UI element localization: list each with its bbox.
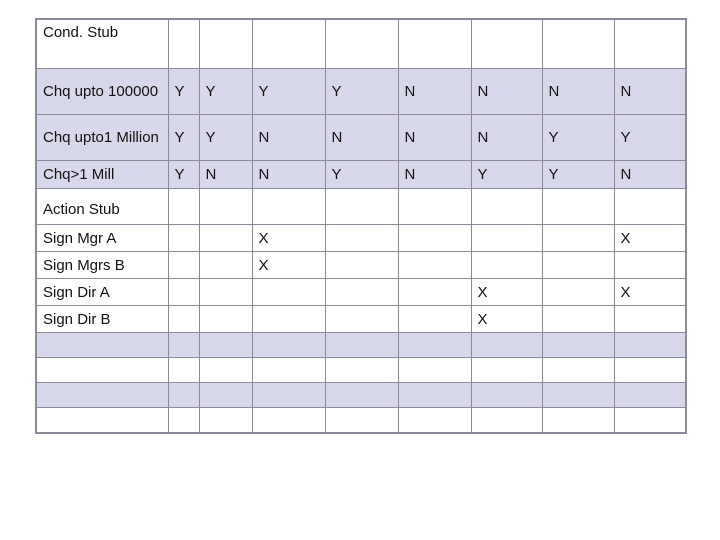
rule-cell: Y [325,161,398,189]
rule-cell [325,358,398,383]
empty-label [36,333,168,358]
rule-cell: Y [199,69,252,115]
rule-cell: N [252,161,325,189]
condition-row [36,161,686,189]
action-label: Sign Dir B [36,306,168,333]
rule-cell [542,252,614,279]
rule-cell [168,306,199,333]
rule-cell [168,225,199,252]
rule-cell [325,383,398,408]
rule-cell [398,189,471,225]
rule-cell [614,358,686,383]
rule-cell [199,279,252,306]
action-label: Sign Dir A [36,279,168,306]
rule-cell [325,333,398,358]
rule-cell [398,279,471,306]
rule-cell [398,333,471,358]
rule-cell [168,408,199,434]
rule-cell [199,189,252,225]
rule-cell [542,408,614,434]
rule-cell [471,383,542,408]
rule-cell: N [471,69,542,115]
rule-cell [168,279,199,306]
rule-cell: N [398,161,471,189]
rule-cell [398,358,471,383]
rule-cell [252,189,325,225]
rule-cell [325,279,398,306]
action-row [36,279,686,306]
condition-label: Chq upto1 Million [36,115,168,161]
action-label: Sign Mgr A [36,225,168,252]
rule-cell [252,19,325,69]
rule-cell: N [614,161,686,189]
rule-cell: X [471,279,542,306]
rule-cell: Y [252,69,325,115]
rule-cell: N [542,69,614,115]
rule-cell [542,358,614,383]
empty-row [36,383,686,408]
rule-cell: Y [542,161,614,189]
action-row [36,225,686,252]
rule-cell [542,189,614,225]
empty-row [36,408,686,434]
rule-cell [199,383,252,408]
rule-cell [471,189,542,225]
rule-cell [252,358,325,383]
rule-cell [398,19,471,69]
rule-cell [614,306,686,333]
rule-cell [252,306,325,333]
rule-cell [471,408,542,434]
rule-cell: N [398,115,471,161]
rule-cell [168,358,199,383]
rule-cell: Y [168,69,199,115]
rule-cell [199,358,252,383]
rule-cell [398,252,471,279]
rule-cell [542,383,614,408]
rule-cell [325,225,398,252]
rule-cell [168,333,199,358]
rule-cell: N [252,115,325,161]
rule-cell [168,19,199,69]
rule-cell [325,19,398,69]
rule-cell: N [199,161,252,189]
rule-cell [252,279,325,306]
rule-cell [471,358,542,383]
rule-cell: Y [325,69,398,115]
rule-cell [471,333,542,358]
empty-row [36,358,686,383]
empty-row [36,333,686,358]
rule-cell [614,383,686,408]
rule-cell: X [471,306,542,333]
rule-cell [471,19,542,69]
decision-table-body [36,19,686,433]
rule-cell [614,189,686,225]
rule-cell: N [614,69,686,115]
rule-cell [398,306,471,333]
rule-cell [199,306,252,333]
rule-cell [325,189,398,225]
rule-cell: Y [168,115,199,161]
rule-cell [471,225,542,252]
rule-cell [542,306,614,333]
rule-cell [325,252,398,279]
action-row [36,306,686,333]
rule-cell [471,252,542,279]
rule-cell [614,333,686,358]
action-label: Sign Mgrs B [36,252,168,279]
rule-cell: Y [614,115,686,161]
rule-cell [542,333,614,358]
condition-label: Chq>1 Mill [36,161,168,189]
header-row [36,19,686,69]
rule-cell: X [252,225,325,252]
rule-cell [252,333,325,358]
rule-cell [542,279,614,306]
condition-label: Chq upto 100000 [36,69,168,115]
rule-cell [542,225,614,252]
rule-cell [168,383,199,408]
rule-cell [614,252,686,279]
rule-cell [542,19,614,69]
rule-cell: Y [471,161,542,189]
rule-cell [168,189,199,225]
rule-cell [252,383,325,408]
rule-cell [325,408,398,434]
rule-cell: X [614,225,686,252]
rule-cell [614,19,686,69]
action-row [36,252,686,279]
empty-label [36,408,168,434]
rule-cell [398,408,471,434]
rule-cell: Y [199,115,252,161]
rule-cell [398,383,471,408]
rule-cell [199,333,252,358]
action-stub-header: Action Stub [36,189,168,225]
rule-cell [325,306,398,333]
rule-cell: N [398,69,471,115]
rule-cell [614,408,686,434]
rule-cell [199,19,252,69]
rule-cell: N [325,115,398,161]
rule-cell: X [614,279,686,306]
decision-table [35,18,687,434]
rule-cell: X [252,252,325,279]
rule-cell: Y [168,161,199,189]
empty-label [36,383,168,408]
rule-cell [199,225,252,252]
condition-stub-header: Cond. Stub [36,19,168,69]
empty-label [36,358,168,383]
rule-cell [398,225,471,252]
rule-cell: N [471,115,542,161]
rule-cell [168,252,199,279]
rule-cell [199,408,252,434]
rule-cell [199,252,252,279]
condition-row [36,115,686,161]
action-stub-row [36,189,686,225]
condition-row [36,69,686,115]
rule-cell [252,408,325,434]
rule-cell: Y [542,115,614,161]
